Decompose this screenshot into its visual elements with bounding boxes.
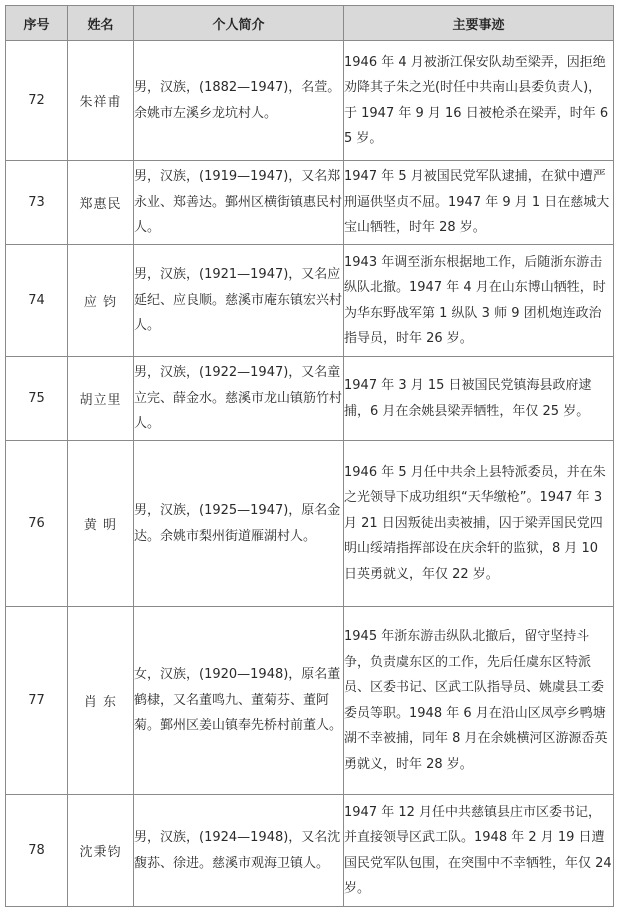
header-number: 序号 (6, 6, 68, 41)
row-intro: 女，汉族，(1920—1948)，原名董鹤棣，又名董鸣九、董菊芬、董阿菊。鄞州区姜山镇奉先桥村前董人。 (134, 607, 344, 795)
row-name: 肖 东 (68, 607, 134, 795)
row-intro: 男，汉族，(1921—1947)，又名应延纪、应良顺。慈溪市庵东镇宏兴村人。 (134, 245, 344, 357)
row-intro: 男，汉族，(1882—1947)，名萱。余姚市左溪乡龙坑村人。 (134, 41, 344, 161)
row-deeds: 1947 年 5 月被国民党军队逮捕，在狱中遭严刑逼供坚贞不屈。1947 年 9 月 1 日在慈城大宝山牺牲，时年 28 岁。 (344, 161, 614, 245)
row-intro: 男，汉族，(1925—1947)，原名金达。余姚市梨州街道雁湖村人。 (134, 441, 344, 607)
row-number: 73 (6, 161, 68, 245)
table-row (6, 607, 614, 795)
table-row (6, 41, 614, 161)
row-name: 应 钧 (68, 245, 134, 357)
row-deeds: 1945 年浙东游击纵队北撤后，留守坚持斗争，负责虞东区的工作，先后任虞东区特派员、区委书记、区武工队指导员、姚虞县工委委员等职。1948 年 6 月在沿山区凤亭乡鸭塘湖不幸被捕，同年 8 月在余姚横河区游源岙英勇就义，时年 28 岁。 (344, 607, 614, 795)
table-header-row (6, 6, 614, 41)
row-number: 75 (6, 357, 68, 441)
row-name: 郑惠民 (68, 161, 134, 245)
row-deeds: 1943 年调至浙东根据地工作，后随浙东游击纵队北撤。1947 年 4 月在山东博山牺牲，时为华东野战军第 1 纵队 3 师 9 团机炮连政治指导员，时年 26 岁。 (344, 245, 614, 357)
header-name: 姓名 (68, 6, 134, 41)
row-name: 沈秉钧 (68, 795, 134, 907)
row-deeds: 1946 年 4 月被浙江保安队劫至梁弄，因拒绝劝降其子朱之光(时任中共南山县委负责人)，于 1947 年 9 月 16 日被枪杀在梁弄，时年 65 岁。 (344, 41, 614, 161)
row-name: 黄 明 (68, 441, 134, 607)
table-row (6, 795, 614, 907)
row-name: 朱祥甫 (68, 41, 134, 161)
table-row (6, 245, 614, 357)
row-name: 胡立里 (68, 357, 134, 441)
table-row (6, 441, 614, 607)
table-row (6, 161, 614, 245)
row-number: 77 (6, 607, 68, 795)
row-number: 74 (6, 245, 68, 357)
row-number: 78 (6, 795, 68, 907)
row-intro: 男，汉族，(1922—1947)，又名童立完、薛金水。慈溪市龙山镇筋竹村人。 (134, 357, 344, 441)
row-deeds: 1947 年 3 月 15 日被国民党镇海县政府逮捕，6 月在余姚县梁弄牺牲，年仅 25 岁。 (344, 357, 614, 441)
martyrs-table (5, 5, 614, 907)
table-row (6, 357, 614, 441)
row-number: 76 (6, 441, 68, 607)
row-deeds: 1947 年 12 月任中共慈镇县庄市区委书记，并直接领导区武工队。1948 年 2 月 19 日遭国民党军队包围，在突围中不幸牺牲，年仅 24 岁。 (344, 795, 614, 907)
row-intro: 男，汉族，(1924—1948)，又名沈馥荪、徐进。慈溪市观海卫镇人。 (134, 795, 344, 907)
header-intro: 个人简介 (134, 6, 344, 41)
row-deeds: 1946 年 5 月任中共余上县特派委员，并在朱之光领导下成功组织“天华缴枪”。1947 年 3 月 21 日因叛徒出卖被捕，囚于梁弄国民党四明山绥靖指挥部设在庆余轩的监狱，8 月 10 日英勇就义，年仅 22 岁。 (344, 441, 614, 607)
row-number: 72 (6, 41, 68, 161)
header-deeds: 主要事迹 (344, 6, 614, 41)
row-intro: 男，汉族，(1919—1947)，又名郑永业、郑善达。鄞州区横街镇惠民村人。 (134, 161, 344, 245)
